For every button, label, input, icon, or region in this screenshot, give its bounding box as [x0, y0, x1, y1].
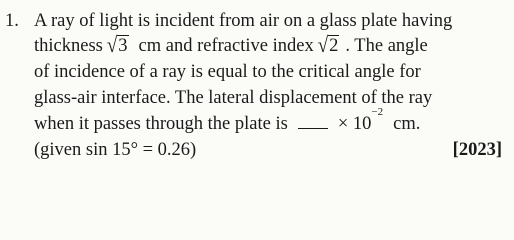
question-line-5 — [0, 106, 514, 136]
line2-text-a: thickness — [34, 36, 103, 56]
question-text-line-4 — [34, 86, 502, 110]
answer-blank — [298, 112, 328, 129]
line4-text: glass-air interface. The lateral displacement of the ray — [34, 88, 433, 108]
line5-text-b: × 10 — [337, 114, 372, 134]
line2-text-c: . The angle — [345, 36, 428, 56]
question-text-line-5 — [34, 106, 502, 136]
sqrt-three — [107, 34, 129, 58]
question-line-3 — [0, 60, 514, 84]
radical-icon: √ — [317, 33, 329, 58]
exponent: −2 — [371, 106, 384, 118]
question-text-line-3 — [34, 60, 502, 84]
line5-text-c: cm. — [393, 114, 421, 134]
line5-text-a: when it passes through the plate is — [34, 114, 288, 134]
question-number: 1. — [5, 11, 19, 31]
sqrt-three-value: 3 — [118, 36, 128, 56]
question-line-1 — [0, 9, 514, 33]
radical-icon: √ — [106, 33, 118, 58]
year-tag: [2023] — [452, 140, 502, 160]
question-text-line-2 — [34, 34, 502, 58]
question-line-6 — [0, 138, 514, 162]
line1-text: A ray of light is incident from air on a glass plate having — [34, 11, 453, 31]
line3-text: of incidence of a ray is equal to the critical angle for — [34, 62, 421, 82]
question-text-line-1 — [34, 9, 502, 33]
given-note: (given sin 15° = 0.26) — [34, 140, 197, 160]
sqrt-two — [318, 34, 340, 58]
question-line-2 — [0, 34, 514, 58]
question-line-4 — [0, 86, 514, 110]
sqrt-two-value: 2 — [329, 36, 339, 56]
line2-text-b: cm and refractive index — [138, 36, 314, 56]
